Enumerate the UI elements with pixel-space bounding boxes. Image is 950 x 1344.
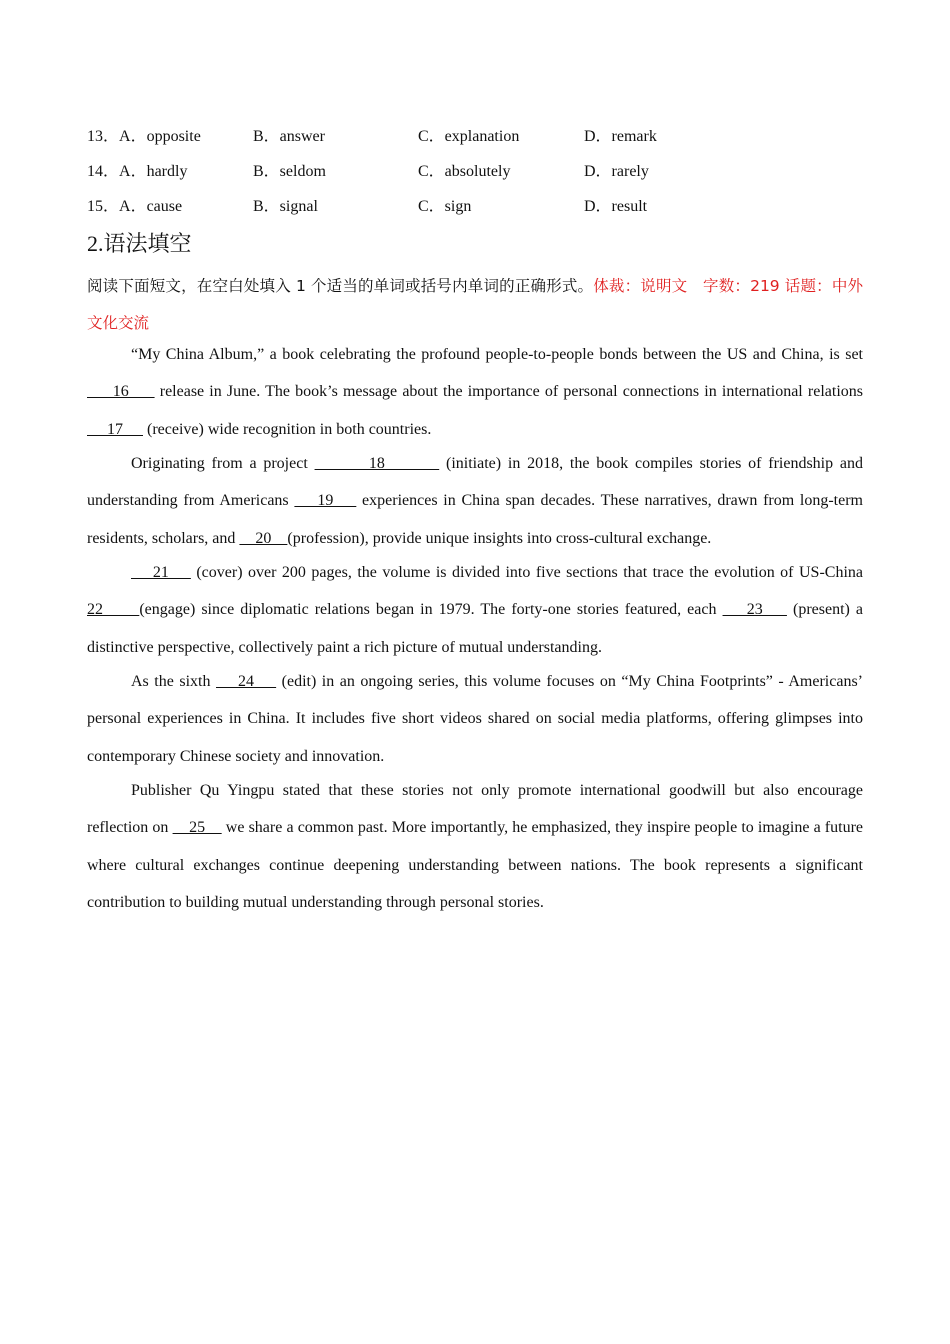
blank-16[interactable]: 16 <box>87 383 155 401</box>
option-d: D．rarely <box>584 163 649 180</box>
question-number: 14． <box>87 163 120 180</box>
paragraph-3 <box>87 554 863 666</box>
option-a <box>87 195 182 219</box>
blank-23[interactable]: 23 <box>722 601 787 619</box>
section-title-text: 语法填空 <box>103 232 192 257</box>
text: (profession), provide unique insights into cross-cultural exchange. <box>287 529 712 547</box>
question-14-options <box>87 160 863 184</box>
instruction-text: 阅读下面短文，在空白处填入 1 个适当的单词或括号内单词的正确形式。 <box>87 277 594 295</box>
section-number: 2. <box>87 231 104 256</box>
blank-18[interactable]: 18 <box>314 455 440 472</box>
option-d: D．result <box>584 198 648 215</box>
text: (edit) in an ongoing series, this volume focuses on “My China Footprints” - Americans’ personal experiences in China. It includes five short videos shared on social media platforms, offering glimpses into contemporary Chinese society and innovation. <box>87 673 864 765</box>
option-a-text: A．cause <box>119 198 183 215</box>
option-a <box>87 125 201 149</box>
text: Publisher Qu Yingpu stated that these stories not only promote international goodwill but also encourage reflection on <box>87 782 863 837</box>
text: (initiate) in 2018, the book compiles stories of friendship and understanding from Americans <box>87 455 864 510</box>
blank-22[interactable]: 22 <box>87 601 140 619</box>
text: we share a common past. More importantly, he emphasized, they inspire people to imagine a future where cultural exchanges continue deepening understanding between nations. The book represents a significant contribution to building mutual understanding through personal stories. <box>87 819 864 911</box>
paragraph-1 <box>87 336 863 448</box>
blank-25[interactable]: 25 <box>172 819 222 837</box>
option-c: C．absolutely <box>418 163 511 180</box>
option-b: B．signal <box>253 198 318 215</box>
paragraph-2 <box>87 445 863 557</box>
paragraph-5 <box>87 772 863 921</box>
option-b: B．seldom <box>253 163 326 180</box>
text: (present) a distinctive perspective, collectively paint a rich picture of mutual understanding. <box>87 601 863 656</box>
blank-20[interactable]: 20 <box>239 529 288 547</box>
text: (cover) over 200 pages, the volume is divided into five sections that trace the evolution of US-China <box>190 564 863 581</box>
text: As the sixth <box>131 673 216 690</box>
option-b: B．answer <box>253 128 325 145</box>
passage-meta: 体裁：说明文 字数：219 话题：中外文化交流 <box>87 277 864 332</box>
section-title <box>87 230 192 259</box>
blank-17[interactable]: 17 <box>87 420 143 438</box>
question-13-options <box>87 125 863 149</box>
blank-24[interactable]: 24 <box>216 673 277 690</box>
instruction <box>87 268 863 342</box>
paragraph-4 <box>87 663 863 775</box>
text: (receive) wide recognition in both countries. <box>143 420 432 438</box>
question-15-options <box>87 195 863 219</box>
option-c: C．explanation <box>418 128 520 145</box>
question-number: 13． <box>87 128 120 145</box>
blank-21[interactable]: 21 <box>131 564 191 581</box>
question-number: 15． <box>87 198 120 215</box>
text: “My China Album,” a book celebrating the profound people-to-people bonds between the US and China, is set <box>131 346 863 363</box>
option-a <box>87 160 187 184</box>
text: Originating from a project <box>131 455 315 472</box>
text: experiences in China span decades. These narratives, drawn from long-term residents, scholars, and <box>87 492 864 547</box>
option-a-text: A．opposite <box>119 128 201 145</box>
blank-19[interactable]: 19 <box>294 492 357 510</box>
option-a-text: A．hardly <box>119 163 188 180</box>
text: (engage) since diplomatic relations began in 1979. The forty-one stories featured, each <box>139 601 723 619</box>
option-d: D．remark <box>584 128 657 145</box>
text: release in June. The book’s message about the importance of personal connections in international relations <box>154 383 863 401</box>
option-c: C．sign <box>418 198 472 215</box>
